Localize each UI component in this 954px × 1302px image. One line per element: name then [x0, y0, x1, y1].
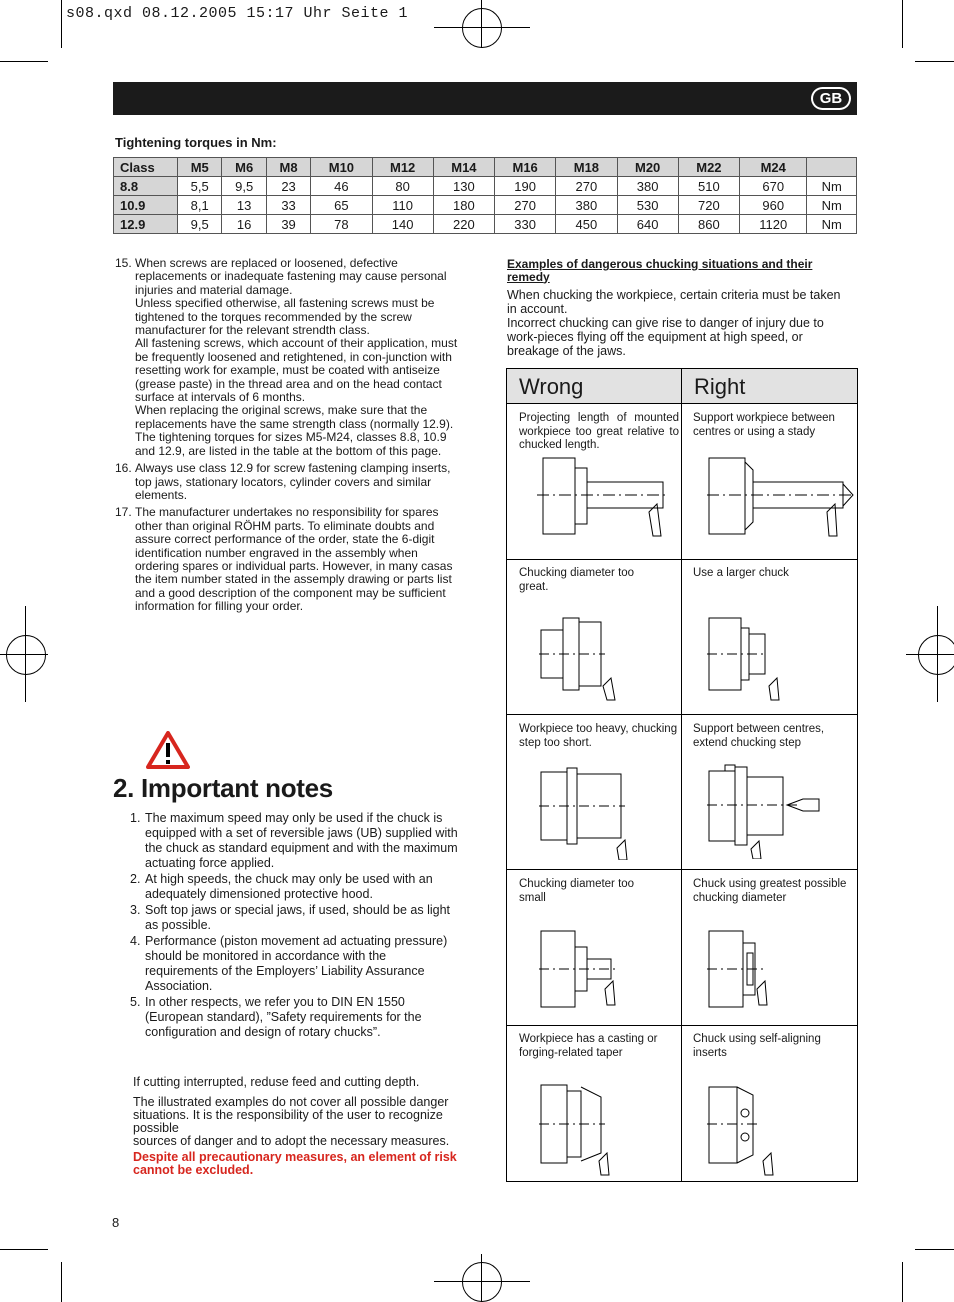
language-badge: GB — [811, 87, 851, 110]
right-caption: Use a larger chuck — [693, 567, 789, 579]
examples-title: Examples of dangerous chucking situations and their remedy — [507, 257, 813, 284]
right-header: Right — [682, 369, 857, 404]
examples-intro: When chucking the workpiece, certain criteria must be taken in account. Incorrect chucking can give rise to danger of injury due to work-pieces flying off the equipment at high speed, or breakage of the jaws. — [507, 288, 841, 358]
wrong-caption: Workpiece has a casting or forging-related taper — [519, 1033, 658, 1059]
important-notes-list — [130, 811, 460, 1041]
list-item: 16. Always use class 12.9 for screw fastening clamping inserts, top jaws, stationary locators, cylinder covers and similar elements. — [115, 461, 451, 502]
feed-note: If cutting interrupted, reduse feed and cutting depth. — [133, 1075, 420, 1089]
list-item: 2. At high speeds, the chuck may only be used with an adequately dimensioned protective hood. — [130, 872, 433, 901]
list-item: 4. Performance (piston movement ad actuating pressure) should be monitored in accordance with the requirements of the Employers’ Liability Assurance Association. — [130, 934, 448, 993]
list-item: 5. In other respects, we refer you to DIN EN 1550 (European standard), ”Safety requirements for the configuration and design of rotary chucks”. — [130, 995, 422, 1039]
larger-chuck-right-figure — [707, 614, 817, 704]
risk-warning: Despite all precautionary measures, an element of risk cannot be excluded. — [133, 1150, 457, 1177]
crop-mark — [902, 1262, 903, 1302]
header-bar — [113, 82, 857, 115]
torques-table — [113, 157, 857, 234]
oversized-diameter-wrong-figure — [539, 614, 649, 704]
examples-grid — [506, 368, 858, 1182]
torques-title: Tightening torques in Nm: — [115, 135, 277, 150]
extended-step-right-figure — [707, 759, 825, 859]
warning-triangle-icon — [146, 731, 190, 769]
list-item: 1. The maximum speed may only be used if the chuck is equipped with a set of reversible jaws (UB) supplied with the chuck as standard equipment and with the maximum actuating force applied. — [130, 811, 458, 870]
list-item: 15. When screws are replaced or loosened, defective replacements or inadequate fastening may cause personal injuries and material damage. Unless specified otherwise, all fastening screws must be tightened to the torques recommended by the screw manufacturer for the relevant strendth class. All fastening screws, which account of their application, must be frequently loosened and retightened, in con-junction with resetting work for example, must be coated with antiseize (grease paste) in the thread area and on the head contact surface at intervals of 6 months. When replacing the original screws, make sure that the replacements have the same strength class (normally 12.9). The tightening torques for sizes M5-M24, classes 8.8, 10.9 and 12.9, are listed in the table at the bottom of this page. — [115, 256, 458, 458]
wrong-caption: Workpiece too heavy, chucking step too short. — [519, 723, 678, 749]
table-header-row: Class M5 M6 M8 M10 M12 M14 M16 M18 M20 M22 M24 — [114, 158, 857, 177]
screw-notes-list — [115, 257, 460, 618]
table-row: 8.8 5,5 9,5 23 46 80 130 190 270 380 510 670 Nm — [114, 177, 857, 196]
right-caption: Support workpiece between centres or using a stady — [693, 412, 835, 438]
wrong-header: Wrong — [507, 369, 682, 404]
right-caption: Support between centres, extend chucking step — [693, 723, 825, 749]
wrong-caption: Chucking diameter too great. — [519, 567, 635, 593]
page-number: 8 — [112, 1215, 120, 1230]
greatest-diameter-right-figure — [707, 929, 817, 1019]
crop-mark — [0, 61, 48, 62]
danger-note: The illustrated examples do not cover all possible danger situations. It is the responsibility of the user to recognize possible sources of danger and to adopt the necessary measures. — [133, 1095, 450, 1148]
crop-mark — [915, 1249, 954, 1250]
tapered-workpiece-wrong-figure — [539, 1081, 649, 1177]
wrong-caption: Chucking diameter too small — [519, 878, 635, 904]
crop-mark — [915, 61, 954, 62]
right-caption: Chuck using self-aligning inserts — [693, 1033, 821, 1059]
long-workpiece-wrong-figure — [537, 454, 667, 544]
right-caption: Chuck using greatest possible chucking diameter — [693, 878, 847, 904]
crop-mark — [0, 1249, 48, 1250]
heavy-workpiece-wrong-figure — [539, 764, 649, 860]
list-item: 17. The manufacturer undertakes no responsibility for spares other than original RÖHM parts. To eliminate doubts and assure correct performance of the order, state the 6-digit identification number engraved in the assembly when ordering spares or individual parts. However, in many casas the item number stated in the assemply drawing or parts list and a good description of the component may be sufficient information for filling your order. — [115, 505, 453, 614]
table-row: 12.9 9,5 16 39 78 140 220 330 450 640 860 1120 Nm — [114, 215, 857, 234]
table-row: 10.9 8,1 13 33 65 110 180 270 380 530 720 960 Nm — [114, 196, 857, 215]
important-notes-heading: 2. Important notes — [113, 773, 333, 803]
file-slug: s08.qxd 08.12.2005 15:17 Uhr Seite 1 — [66, 5, 409, 22]
list-item: 3. Soft top jaws or special jaws, if used, should be as light as possible. — [130, 903, 451, 932]
crop-mark — [61, 0, 62, 48]
crop-mark — [61, 1262, 62, 1302]
centre-supported-right-figure — [707, 454, 855, 544]
small-diameter-wrong-figure — [539, 929, 649, 1019]
self-aligning-inserts-right-figure — [707, 1081, 817, 1177]
wrong-caption: Projecting length of mounted workpiece too great relative to chucked length. — [519, 412, 679, 451]
crop-mark — [902, 0, 903, 48]
